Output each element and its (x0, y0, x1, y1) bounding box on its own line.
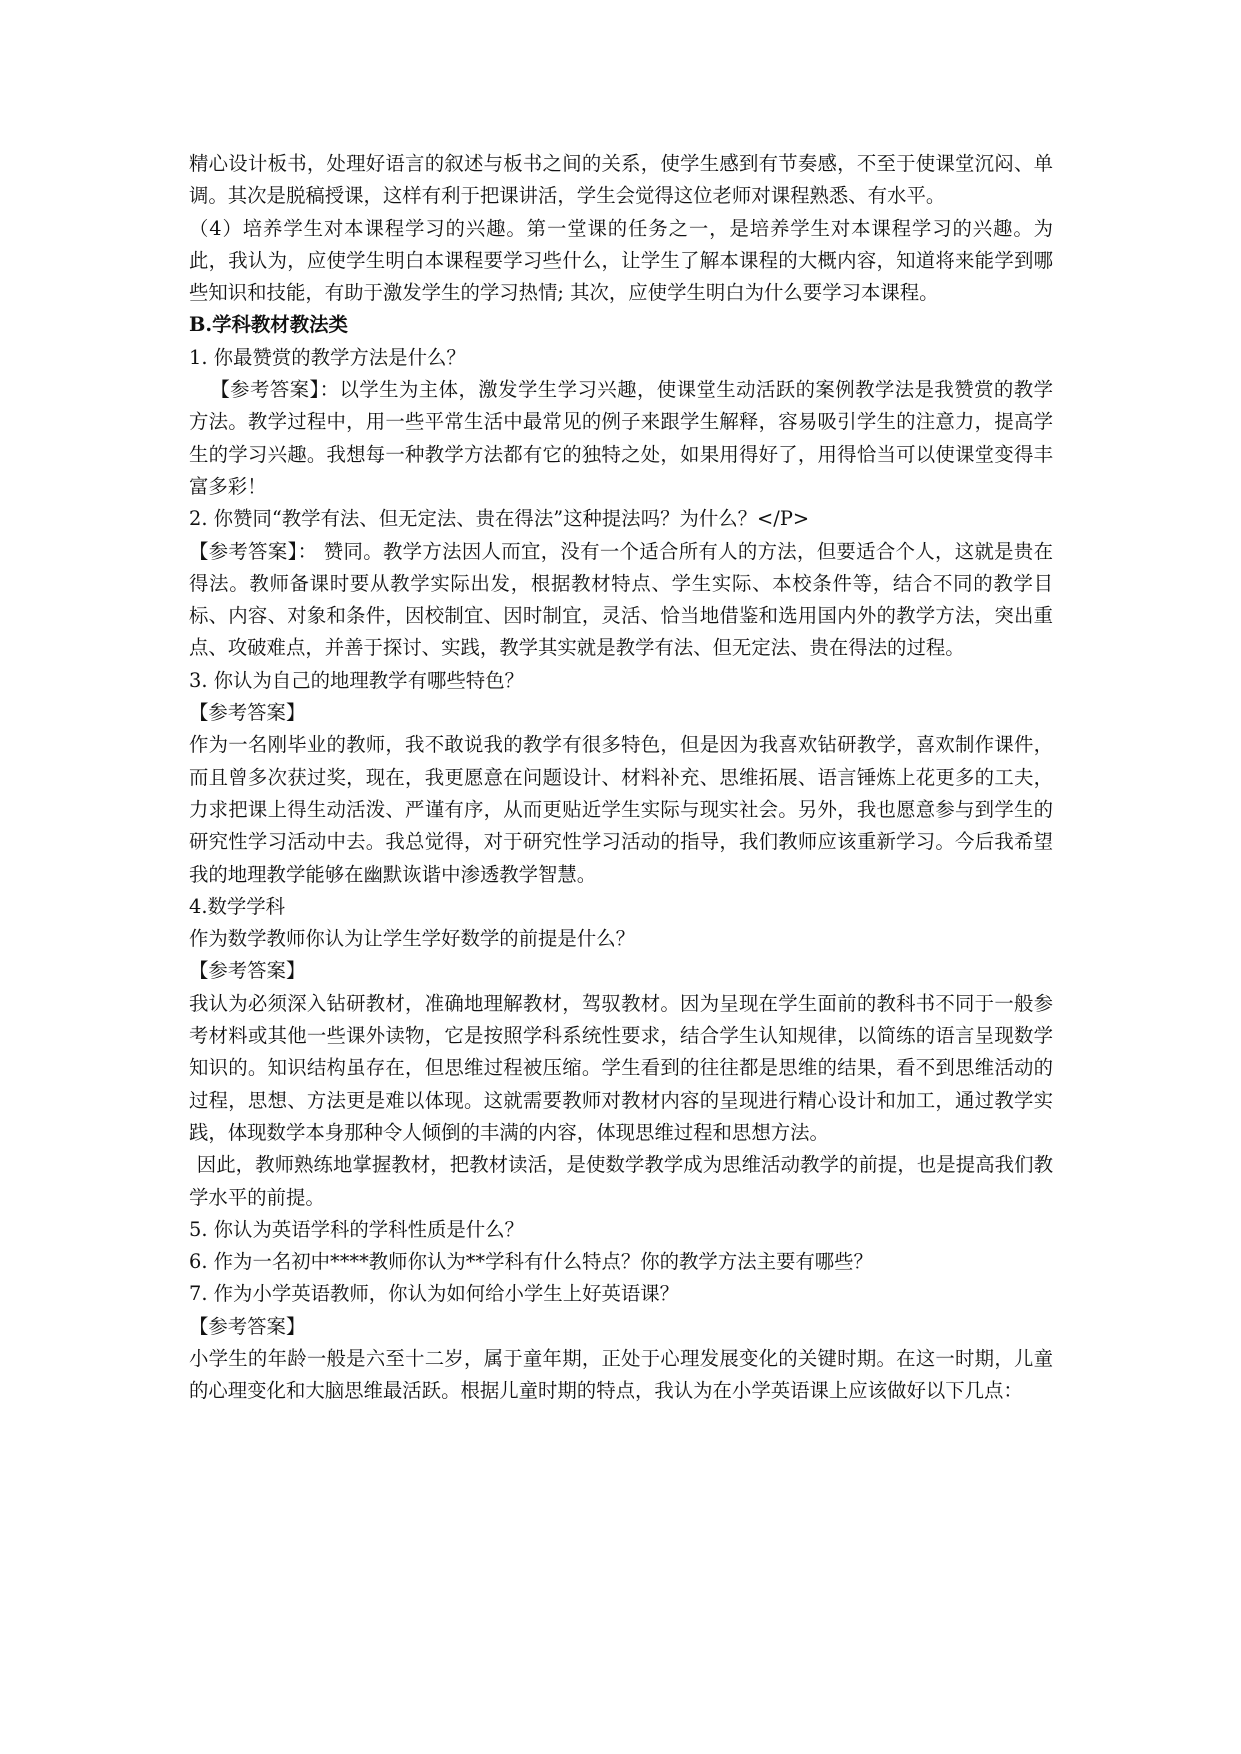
answer-7: 小学生的年龄一般是六至十二岁，属于童年期，正处于心理发展变化的关键时期。在这一时期，儿童的心理变化和大脑思维最活跃。根据儿童时期的特点，我认为在小学英语课上应该做好以下几点： (189, 1346, 1053, 1403)
question-2: 2. 你赞同“教学有法、但无定法、贵在得法”这种提法吗？为什么？</P> (189, 507, 810, 531)
question-1: 1. 你最赞赏的教学方法是什么？ (189, 345, 466, 369)
question-7: 7. 作为小学英语教师，你认为如何给小学生上好英语课？ (189, 1282, 680, 1306)
answer-label-4: 【参考答案】 (189, 959, 306, 983)
answer-4: 我认为必须深入钻研教材，准确地理解教材，驾驭教材。因为呈现在学生面前的教科书不同于一般参考材料或其他一些课外读物，它是按照学科系统性要求，结合学生认知规律，以简练的语言呈现数学知识的。知识结构虽存在，但思维过程被压缩。学生看到的往往都是思维的结果，看不到思维活动的过程，思想、方法更是难以体现。这就需要教师对教材内容的呈现进行精心设计和加工，通过教学实践，体现数学本身那种令人倾倒的丰满的内容，体现思维过程和思想方法。 (189, 991, 1053, 1144)
document-body (189, 148, 1053, 1408)
answer-3: 作为一名刚毕业的教师，我不敢说我的教学有很多特色，但是因为我喜欢钻研教学，喜欢制作课件，而且曾多次获过奖，现在，我更愿意在问题设计、材料补充、思维拓展、语言锤炼上花更多的工夫，力求把课上得生动活泼、严谨有序，从而更贴近学生实际与现实社会。另外，我也愿意参与到学生的研究性学习活动中去。我总觉得，对于研究性学习活动的指导，我们教师应该重新学习。今后我希望我的地理教学能够在幽默诙谐中渗透教学智慧。 (189, 733, 1053, 886)
question-6: 6. 作为一名初中****教师你认为**学科有什么特点？你的教学方法主要有哪些？ (189, 1250, 873, 1274)
answer-4-conclusion: 因此，教师熟练地掌握教材，把教材读活，是使数学教学成为思维活动教学的前提，也是提高我们教学水平的前提。 (189, 1153, 1053, 1209)
question-4-subject: 4.数学学科 (189, 894, 286, 918)
paragraph-blackboard-design: 精心设计板书，处理好语言的叙述与板书之间的关系，使学生感到有节奏感，不至于使课堂沉闷、单调。其次是脱稿授课，这样有利于把课讲活，学生会觉得这位老师对课程熟悉、有水平。 (189, 152, 1053, 208)
answer-label-3: 【参考答案】 (189, 701, 306, 725)
question-5: 5. 你认为英语学科的学科性质是什么？ (189, 1217, 524, 1241)
answer-label-7: 【参考答案】 (189, 1314, 306, 1338)
paragraph-cultivate-interest: （4）培养学生对本课程学习的兴趣。第一堂课的任务之一，是培养学生对本课程学习的兴趣。为此，我认为，应使学生明白本课程要学习些什么，让学生了解本课程的大概内容，知道将来能学到哪些知识和技能，有助于激发学生的学习热情; 其次，应使学生明白为什么要学习本课程。 (189, 216, 1053, 305)
answer-2: 【参考答案】： 赞同。教学方法因人而宜，没有一个适合所有人的方法，但要适合个人，这就是贵在得法。教师备课时要从教学实际出发，根据教材特点、学生实际、本校条件等，结合不同的教学目标、内容、对象和条件，因校制宜、因时制宜，灵活、恰当地借鉴和选用国内外的教学方法，突出重点、攻破难点，并善于探讨、实践，教学其实就是教学有法、但无定法、贵在得法的过程。 (189, 539, 1053, 660)
question-3: 3. 你认为自己的地理教学有哪些特色？ (189, 668, 524, 692)
section-heading-teaching-methods: B.学科教材教法类 (189, 313, 348, 337)
question-4: 作为数学教师你认为让学生学好数学的前提是什么？ (189, 927, 635, 951)
answer-1: 【参考答案】：以学生为主体，激发学生学习兴趣，使课堂生动活跃的案例教学法是我赞赏的教学方法。教学过程中，用一些平常生活中最常见的例子来跟学生解释，容易吸引学生的注意力，提高学生的学习兴趣。我想每一种教学方法都有它的独特之处，如果用得好了，用得恰当可以使课堂变得丰富多彩！ (189, 378, 1053, 498)
